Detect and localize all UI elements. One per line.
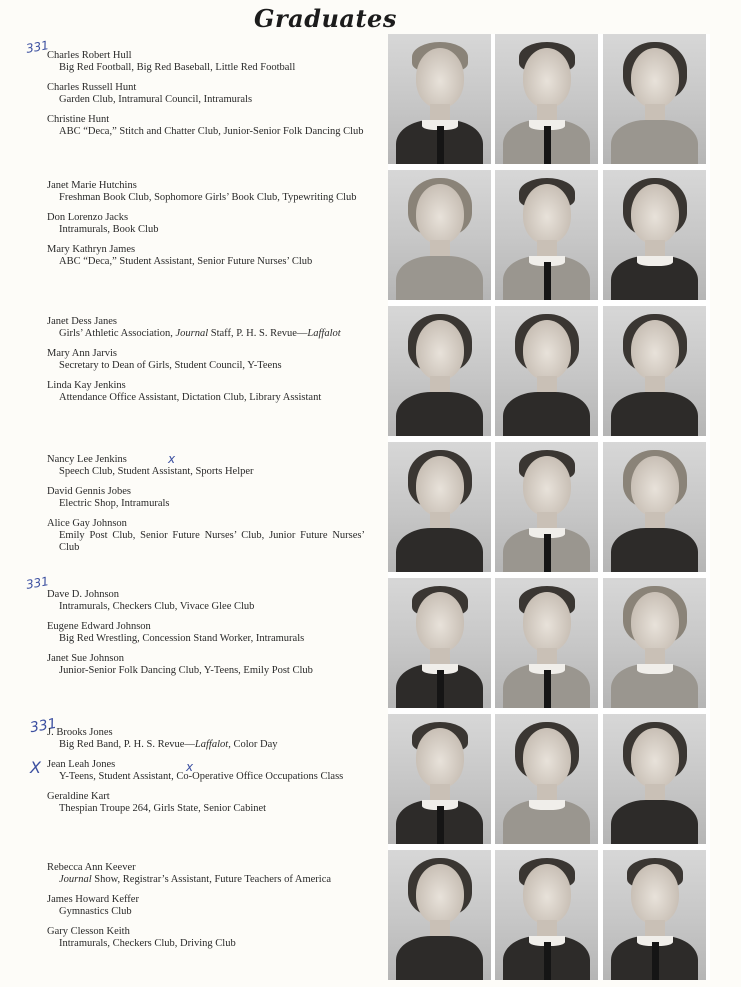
graduate-name: Janet Sue Johnson — [47, 653, 124, 664]
graduate-activities — [59, 328, 365, 340]
portrait-photo — [603, 306, 706, 436]
handwritten-note: 331 — [24, 574, 50, 592]
graduate-activities: Thespian Troupe 264, Girls State, Senior Cabinet — [59, 803, 267, 814]
portrait-photo — [388, 714, 491, 844]
portrait-photo — [388, 442, 491, 572]
graduate-name: Linda Kay Jenkins — [47, 380, 126, 391]
graduate-entry — [47, 894, 380, 918]
graduate-name: Janet Dess Janes — [47, 316, 117, 327]
graduate-entry — [47, 727, 380, 751]
publication-title: Journal — [175, 328, 209, 339]
graduate-name: Jean Leah Jones — [47, 759, 116, 770]
graduate-name: Christine Hunt — [47, 114, 110, 125]
graduate-entry — [47, 114, 380, 138]
graduate-entry — [47, 244, 380, 268]
portrait-photo — [388, 170, 491, 300]
graduate-activities: Intramurals, Checkers Club, Driving Club — [59, 938, 236, 949]
graduate-group — [0, 727, 380, 823]
graduate-entry — [47, 486, 380, 510]
graduate-group — [0, 862, 380, 958]
portrait-photo — [495, 34, 598, 164]
graduate-group — [0, 589, 380, 685]
graduate-activities: Freshman Book Club, Sophomore Girls’ Book Club, Typewriting Club — [59, 192, 357, 203]
graduate-group — [0, 316, 380, 412]
portrait-photo — [603, 714, 706, 844]
portrait-grid — [388, 34, 710, 980]
portrait-photo — [495, 714, 598, 844]
graduate-name: Geraldine Kart — [47, 791, 110, 802]
portrait-photo — [603, 170, 706, 300]
handwritten-note: 331 — [24, 38, 50, 56]
activities-text: , Color Day — [228, 739, 278, 750]
graduate-activities: Garden Club, Intramural Council, Intramurals — [59, 94, 253, 105]
graduate-entry — [47, 653, 380, 677]
activities-text: Staff, P. H. S. Revue— — [208, 328, 308, 339]
graduate-activities: Y-Teens, Student Assistant, Co-Operative Office Occupations Class — [59, 771, 344, 782]
graduate-name: David Gennis Jobes — [47, 486, 131, 497]
portrait-photo — [388, 34, 491, 164]
graduate-name: Dave D. Johnson — [47, 589, 120, 600]
graduate-name: James Howard Keffer — [47, 894, 139, 905]
graduate-activities — [59, 739, 365, 751]
graduate-group — [0, 180, 380, 276]
graduate-activities: Intramurals, Checkers Club, Vivace Glee Club — [59, 601, 255, 612]
graduate-name: Charles Robert Hull — [47, 50, 132, 61]
show-title: Laffalot — [307, 328, 341, 339]
portrait-photo — [388, 578, 491, 708]
graduate-activities: Emily Post Club, Senior Future Nurses’ Club, Junior Future Nurses’ Club — [59, 530, 365, 553]
page-title: Graduates — [254, 4, 397, 33]
graduate-group — [0, 454, 380, 562]
graduate-group — [0, 50, 380, 146]
portrait-photo — [603, 34, 706, 164]
graduate-activities: Big Red Wrestling, Concession Stand Worker, Intramurals — [59, 633, 305, 644]
graduate-entry — [47, 454, 380, 478]
graduate-name: Mary Ann Jarvis — [47, 348, 117, 359]
graduate-name: Charles Russell Hunt — [47, 82, 137, 93]
activities-text: Show, Registrar’s Assistant, Future Teachers of America — [91, 874, 332, 885]
portrait-photo — [495, 170, 598, 300]
portrait-photo — [388, 306, 491, 436]
graduate-activities: Big Red Football, Big Red Baseball, Little Red Football — [59, 62, 296, 73]
graduate-name: Alice Gay Johnson — [47, 518, 127, 529]
graduate-activities: Intramurals, Book Club — [59, 224, 159, 235]
graduate-name: Mary Kathryn James — [47, 244, 136, 255]
graduate-entry — [47, 862, 380, 886]
graduate-activities: Secretary to Dean of Girls, Student Council, Y-Teens — [59, 360, 282, 371]
portrait-photo — [603, 578, 706, 708]
graduate-name: Eugene Edward Johnson — [47, 621, 151, 632]
graduate-entry — [47, 380, 380, 404]
graduate-entry — [47, 316, 380, 340]
publication-title: Journal — [59, 874, 92, 885]
graduate-entry — [47, 759, 380, 783]
graduate-name: Nancy Lee Jenkins — [47, 454, 127, 465]
graduate-name: Don Lorenzo Jacks — [47, 212, 129, 223]
graduate-entry — [47, 348, 380, 372]
handwritten-note: x — [168, 452, 176, 466]
handwritten-note: X — [30, 758, 41, 777]
handwritten-note: 331 — [28, 715, 58, 737]
graduate-entry — [47, 180, 380, 204]
graduate-activities: Speech Club, Student Assistant, Sports Helper — [59, 466, 254, 477]
graduate-entry — [47, 926, 380, 950]
activities-text: Girls’ Athletic Association, — [59, 328, 176, 339]
portrait-photo — [603, 442, 706, 572]
show-title: Laffalot — [194, 739, 229, 750]
graduate-name: Rebecca Ann Keever — [47, 862, 136, 873]
graduate-entry — [47, 621, 380, 645]
graduate-name: Gary Clesson Keith — [47, 926, 130, 937]
graduate-entry — [47, 791, 380, 815]
portrait-photo — [495, 850, 598, 980]
graduate-activities: Junior-Senior Folk Dancing Club, Y-Teens, Emily Post Club — [59, 665, 313, 676]
graduate-entry — [47, 518, 380, 554]
graduate-entry — [47, 589, 380, 613]
graduate-activities: Gymnastics Club — [59, 906, 132, 917]
portrait-photo — [388, 850, 491, 980]
portrait-photo — [495, 442, 598, 572]
graduate-activities: Electric Shop, Intramurals — [59, 498, 170, 509]
portrait-photo — [495, 578, 598, 708]
portrait-photo — [603, 850, 706, 980]
graduate-name: J. Brooks Jones — [47, 727, 113, 738]
graduate-activities: ABC “Deca,” Stitch and Chatter Club, Junior-Senior Folk Dancing Club — [59, 126, 364, 137]
graduate-activities: ABC “Deca,” Student Assistant, Senior Future Nurses’ Club — [59, 256, 313, 267]
graduate-entry — [47, 212, 380, 236]
graduate-activities: Attendance Office Assistant, Dictation Club, Library Assistant — [59, 392, 322, 403]
portrait-photo — [495, 306, 598, 436]
handwritten-note: x — [186, 760, 194, 774]
graduate-entry — [47, 50, 380, 74]
graduate-activities — [59, 874, 365, 886]
graduate-entry — [47, 82, 380, 106]
activities-text: Big Red Band, P. H. S. Revue— — [59, 739, 195, 750]
graduate-name: Janet Marie Hutchins — [47, 180, 137, 191]
